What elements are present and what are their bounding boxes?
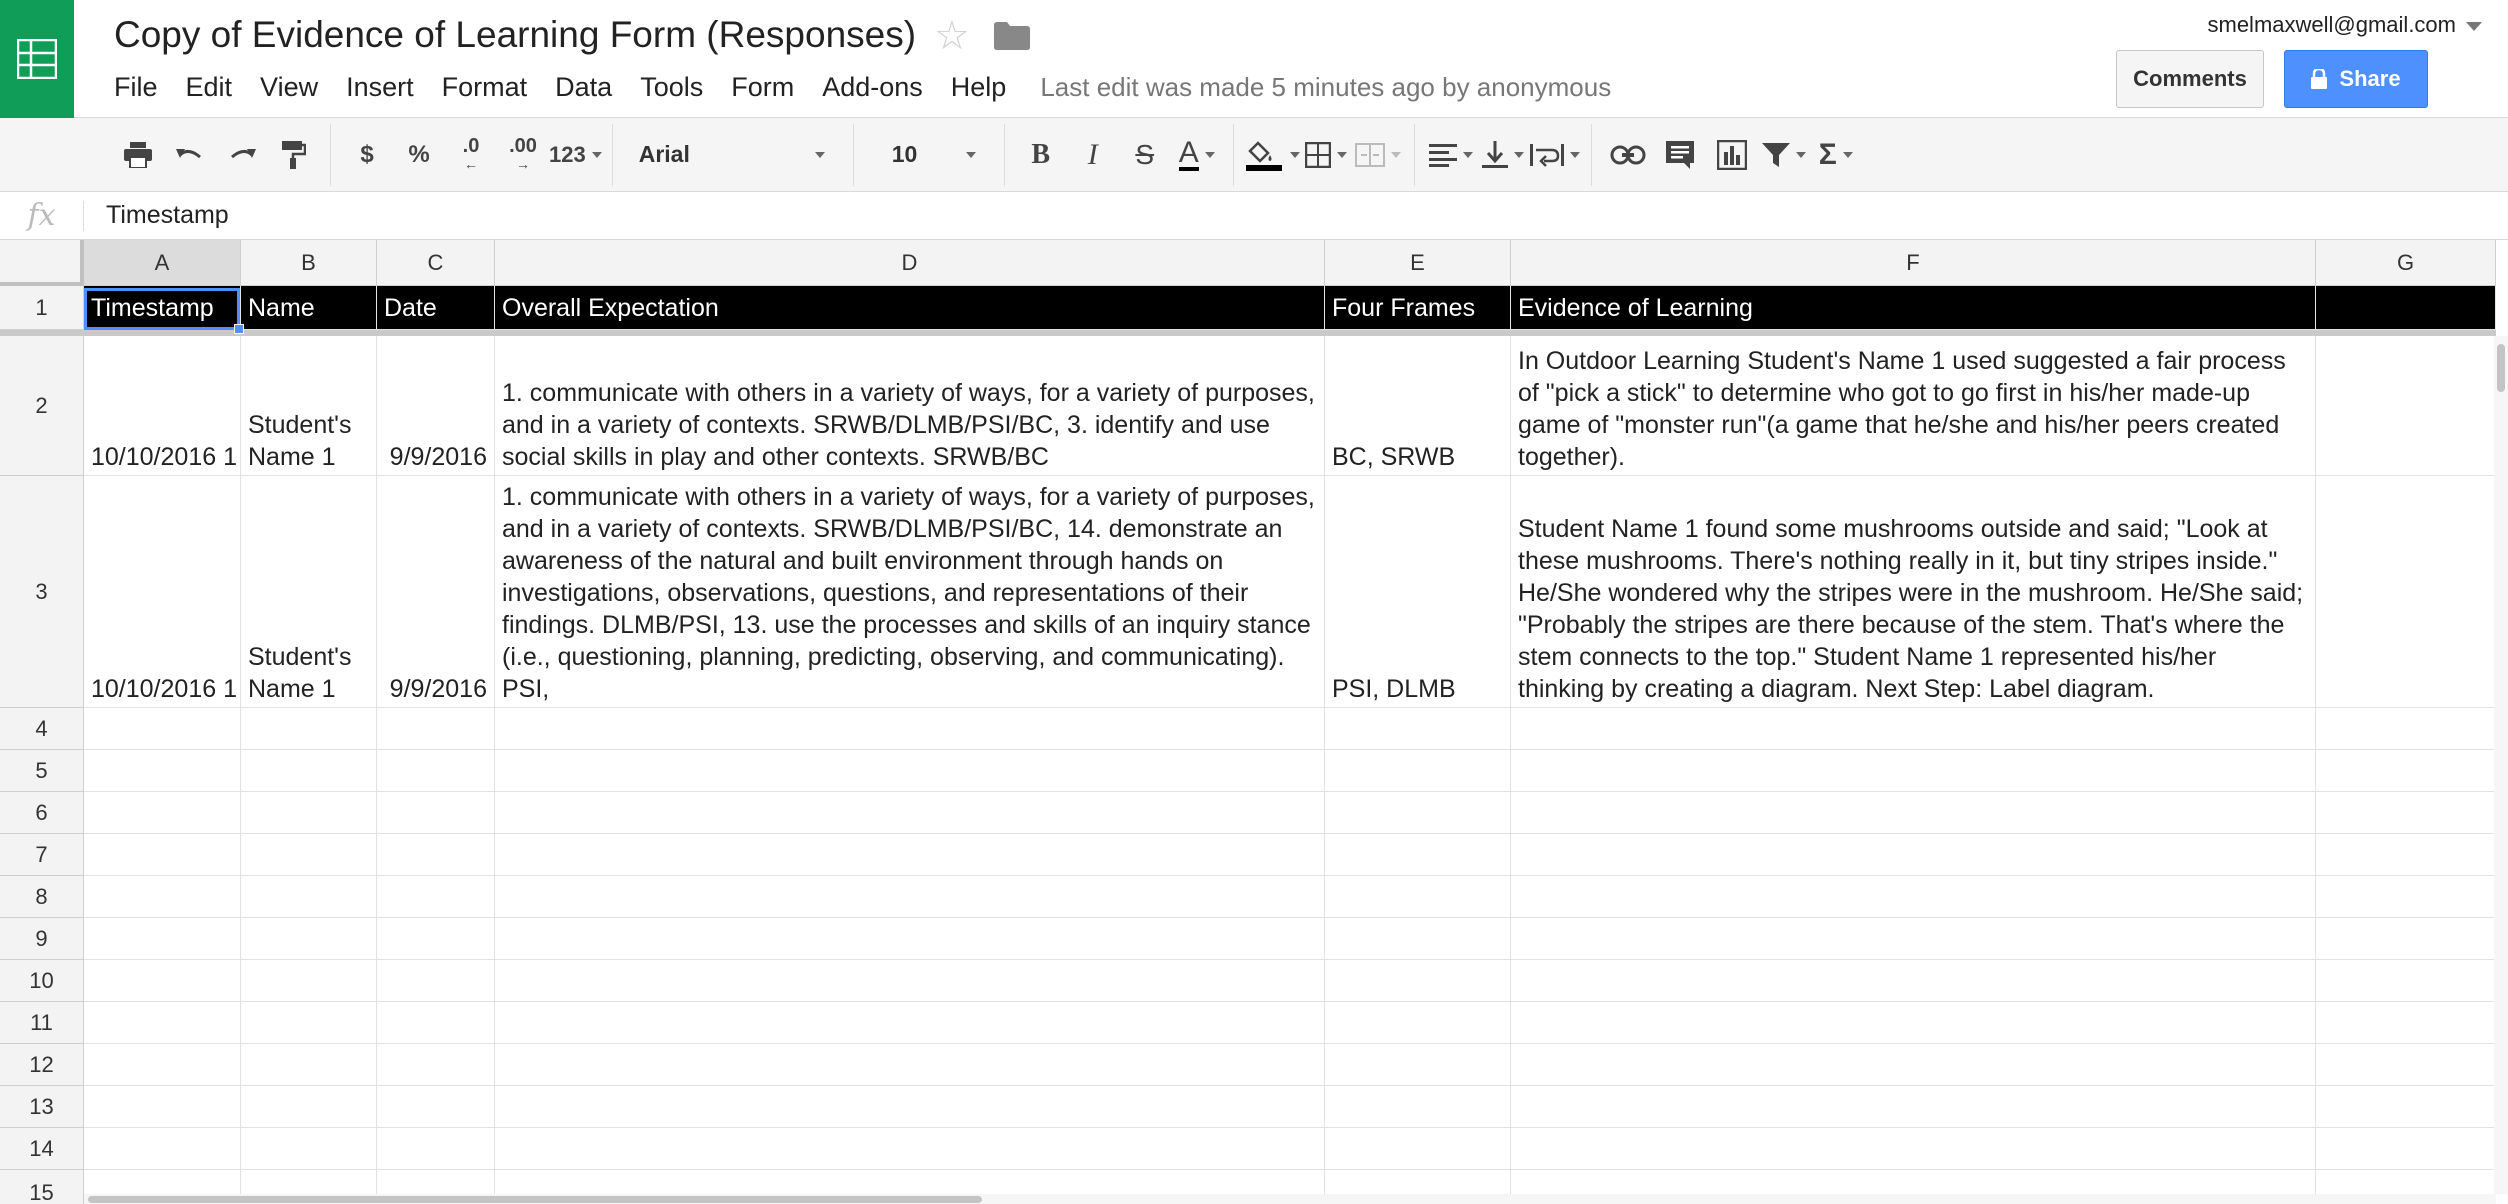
lock-icon — [2311, 69, 2327, 89]
cell-evidence[interactable]: Student Name 1 found some mushrooms outside and said; "Look at these mushrooms. There's nothing really in it, but tiny stripes inside." He/She wondered why the stripes were in the mushroom. He/She said; "Probably the stripes are there because of the stem. That's where the stem connects to the top." Student Name 1 represented his/her thinking by creating a diagram. Next Step: Label diagram. — [1511, 476, 2316, 708]
cell-empty[interactable] — [241, 1044, 377, 1086]
cell-empty[interactable] — [84, 1044, 241, 1086]
chevron-down-icon — [592, 152, 602, 158]
column-header-a[interactable]: A — [84, 240, 241, 286]
cell-empty[interactable] — [1325, 1128, 1511, 1170]
cell-empty[interactable] — [1325, 750, 1511, 792]
folder-icon[interactable] — [994, 22, 1030, 55]
row-header[interactable]: 3 — [0, 476, 84, 708]
cell-empty[interactable] — [1325, 876, 1511, 918]
cell-date[interactable]: 9/9/2016 — [377, 336, 495, 476]
toolbar-separator — [1004, 124, 1005, 186]
fill-color-icon[interactable] — [1244, 131, 1300, 179]
filter-icon[interactable] — [1758, 131, 1810, 179]
column-header-c[interactable]: C — [377, 240, 495, 286]
cell-empty[interactable] — [241, 1128, 377, 1170]
app-header — [0, 0, 2508, 118]
chevron-down-icon — [1391, 152, 1401, 158]
cell-empty[interactable] — [241, 708, 377, 750]
percent-format-button[interactable]: % — [408, 140, 430, 168]
cell-empty[interactable] — [241, 792, 377, 834]
cell-empty[interactable] — [84, 792, 241, 834]
cell-empty[interactable] — [2316, 876, 2496, 918]
row-header[interactable]: 15 — [0, 1170, 84, 1204]
cell-empty[interactable] — [241, 960, 377, 1002]
cell-empty[interactable] — [1511, 1086, 2316, 1128]
horizontal-align-icon[interactable] — [1425, 131, 1477, 179]
cell-empty[interactable] — [241, 918, 377, 960]
toolbar-separator — [1414, 124, 1415, 186]
cell-empty[interactable] — [495, 1086, 1325, 1128]
cell-empty[interactable] — [377, 1002, 495, 1044]
decrease-decimal-button[interactable] — [445, 131, 497, 179]
chevron-down-icon — [1463, 152, 1473, 158]
fx-icon: fx — [0, 201, 84, 231]
cell-empty[interactable] — [1511, 960, 2316, 1002]
chevron-down-icon — [1290, 152, 1300, 158]
horizontal-scrollbar-thumb[interactable] — [88, 1196, 982, 1203]
row-header[interactable]: 7 — [0, 834, 84, 876]
cell-empty[interactable] — [241, 834, 377, 876]
account-dropdown-icon[interactable] — [2466, 22, 2482, 31]
header-cell-name[interactable]: Name — [241, 286, 377, 330]
merge-cells-icon[interactable] — [1352, 131, 1404, 179]
cell-empty[interactable] — [495, 834, 1325, 876]
cell-empty[interactable] — [2316, 834, 2496, 876]
text-color-button[interactable] — [1171, 131, 1223, 179]
insert-chart-icon[interactable] — [1706, 131, 1758, 179]
cell-date[interactable]: 9/9/2016 — [377, 476, 495, 708]
cell-name[interactable]: Student's Name 1 — [241, 476, 377, 708]
font-family-value: Arial — [638, 141, 690, 167]
row-header[interactable]: 2 — [0, 336, 84, 476]
bold-button[interactable]: B — [1031, 138, 1051, 170]
column-header-f[interactable]: F — [1511, 240, 2316, 286]
cell-empty[interactable] — [495, 918, 1325, 960]
cell-empty[interactable] — [1325, 834, 1511, 876]
menu-edit[interactable]: Edit — [185, 71, 233, 102]
cell-empty[interactable] — [2316, 918, 2496, 960]
cell-empty[interactable] — [241, 1002, 377, 1044]
cell-empty[interactable] — [377, 1044, 495, 1086]
select-all-corner[interactable] — [0, 240, 84, 286]
cell-empty[interactable] — [1511, 876, 2316, 918]
chevron-down-icon — [1570, 152, 1580, 158]
paint-format-icon[interactable] — [268, 131, 320, 179]
cell-empty[interactable] — [1511, 1002, 2316, 1044]
increase-decimal-button[interactable] — [497, 131, 549, 179]
cell-empty[interactable] — [1325, 1002, 1511, 1044]
toolbar-separator — [1591, 124, 1592, 186]
cell-empty[interactable] — [495, 960, 1325, 1002]
cell-empty[interactable] — [377, 834, 495, 876]
italic-button[interactable]: I — [1087, 137, 1098, 171]
column-header-b[interactable]: B — [241, 240, 377, 286]
insert-comment-icon[interactable] — [1654, 131, 1706, 179]
row-header[interactable]: 1 — [0, 286, 84, 330]
cell-empty[interactable] — [84, 1086, 241, 1128]
redo-icon[interactable] — [216, 131, 268, 179]
insert-link-icon[interactable] — [1602, 131, 1654, 179]
toolbar-separator — [853, 124, 854, 186]
font-size-value: 10 — [891, 141, 918, 167]
chevron-down-icon — [1796, 152, 1806, 158]
cell-empty[interactable] — [377, 708, 495, 750]
cell-empty[interactable] — [495, 708, 1325, 750]
cell-empty[interactable] — [2316, 792, 2496, 834]
menu-bar — [100, 70, 1611, 104]
cell-empty[interactable] — [377, 876, 495, 918]
header-cell-date[interactable]: Date — [377, 286, 495, 330]
header-cell-timestamp[interactable]: Timestamp — [84, 286, 241, 330]
row-header[interactable]: 11 — [0, 1002, 84, 1044]
cell-empty[interactable] — [84, 918, 241, 960]
more-formats-label: 123 — [549, 141, 586, 167]
chevron-down-icon — [1337, 152, 1347, 158]
text-wrap-icon[interactable] — [1529, 131, 1581, 179]
cell-empty[interactable] — [2316, 1128, 2496, 1170]
cell-empty[interactable] — [377, 960, 495, 1002]
fill-handle[interactable] — [234, 324, 244, 334]
header-cell-four-frames[interactable]: Four Frames — [1325, 286, 1511, 330]
menu-file[interactable]: File — [114, 71, 158, 102]
last-edit-status[interactable]: Last edit was made 5 minutes ago by anonymous — [1040, 71, 1612, 102]
cell-empty[interactable] — [1325, 792, 1511, 834]
header-cell-g[interactable] — [2316, 286, 2496, 330]
cell-empty[interactable] — [2316, 336, 2496, 476]
cell-empty[interactable] — [2316, 476, 2496, 708]
cell-empty[interactable] — [241, 750, 377, 792]
vertical-scrollbar-thumb[interactable] — [2497, 344, 2505, 392]
menu-form[interactable]: Form — [731, 71, 795, 102]
menu-help[interactable]: Help — [950, 71, 1007, 102]
cell-empty[interactable] — [1325, 960, 1511, 1002]
spreadsheet-grid — [0, 240, 2508, 1204]
cell-empty[interactable] — [241, 876, 377, 918]
row-header[interactable]: 4 — [0, 708, 84, 750]
text-color-label: A — [1178, 135, 1199, 169]
row-header[interactable]: 14 — [0, 1128, 84, 1170]
row-header[interactable]: 12 — [0, 1044, 84, 1086]
cell-empty[interactable] — [377, 918, 495, 960]
column-header-d[interactable]: D — [495, 240, 1325, 286]
borders-icon[interactable] — [1300, 131, 1352, 179]
formula-bar — [0, 192, 2508, 240]
column-header-e[interactable]: E — [1325, 240, 1511, 286]
cell-empty[interactable] — [241, 1086, 377, 1128]
horizontal-scrollbar[interactable] — [84, 1194, 2496, 1204]
chevron-down-icon — [1205, 152, 1215, 158]
cell-empty[interactable] — [377, 1086, 495, 1128]
cell-empty[interactable] — [84, 750, 241, 792]
cell-empty[interactable] — [1511, 918, 2316, 960]
share-button[interactable] — [2284, 50, 2428, 108]
column-header-g[interactable]: G — [2316, 240, 2496, 286]
comments-button[interactable]: Comments — [2116, 50, 2264, 108]
functions-label: Σ — [1818, 137, 1837, 171]
chevron-down-icon — [966, 152, 976, 158]
arrow-right-icon: → — [516, 155, 530, 172]
arrow-left-icon: ← — [464, 155, 478, 172]
menu-tools[interactable]: Tools — [640, 71, 704, 102]
share-label: Share — [2339, 66, 2401, 91]
font-size-select[interactable] — [864, 131, 994, 179]
row-header[interactable]: 13 — [0, 1086, 84, 1128]
row-header[interactable]: 8 — [0, 876, 84, 918]
account-email[interactable]: smelmaxwell@gmail.com — [2207, 12, 2456, 37]
menu-insert[interactable]: Insert — [346, 71, 414, 102]
functions-button[interactable] — [1810, 131, 1862, 179]
cell-empty[interactable] — [1325, 708, 1511, 750]
menu-view[interactable]: View — [260, 71, 319, 102]
cell-empty[interactable] — [495, 1128, 1325, 1170]
cell-empty[interactable] — [84, 834, 241, 876]
currency-format-button[interactable]: $ — [360, 140, 374, 168]
cell-empty[interactable] — [1511, 792, 2316, 834]
cell-empty[interactable] — [84, 876, 241, 918]
cell-empty[interactable] — [2316, 1002, 2496, 1044]
chevron-down-icon — [1843, 152, 1853, 158]
cell-empty[interactable] — [1511, 750, 2316, 792]
chevron-down-icon — [1514, 152, 1524, 158]
cell-empty[interactable] — [1325, 1044, 1511, 1086]
cell-empty[interactable] — [1511, 834, 2316, 876]
cell-empty[interactable] — [1511, 708, 2316, 750]
print-icon[interactable] — [112, 131, 164, 179]
star-icon[interactable]: ☆ — [934, 14, 970, 58]
cell-empty[interactable] — [495, 1002, 1325, 1044]
increase-decimal-label: .00 — [509, 134, 537, 157]
cell-empty[interactable] — [1325, 918, 1511, 960]
cell-empty[interactable] — [495, 876, 1325, 918]
row-header[interactable]: 6 — [0, 792, 84, 834]
formula-input[interactable]: Timestamp — [106, 201, 229, 229]
vertical-scrollbar[interactable] — [2494, 336, 2508, 1194]
cell-empty[interactable] — [377, 1128, 495, 1170]
font-family-select[interactable] — [623, 131, 843, 179]
toolbar-separator — [330, 124, 331, 186]
cell-four-frames[interactable]: PSI, DLMB — [1325, 476, 1511, 708]
cell-empty[interactable] — [2316, 960, 2496, 1002]
cell-evidence[interactable]: In Outdoor Learning Student's Name 1 used suggested a fair process of "pick a stick" to determine who got to go first in his/her made-up game of "monster run"(a game that he/she and his/her peers created together). — [1511, 336, 2316, 476]
cell-empty[interactable] — [495, 792, 1325, 834]
cell-empty[interactable] — [1511, 1128, 2316, 1170]
strikethrough-button[interactable]: S — [1135, 138, 1155, 170]
cell-empty[interactable] — [495, 1044, 1325, 1086]
document-title[interactable]: Copy of Evidence of Learning Form (Responses) — [114, 14, 917, 55]
chevron-down-icon — [815, 152, 825, 158]
toolbar-separator — [1233, 124, 1234, 186]
cell-four-frames[interactable]: BC, SRWB — [1325, 336, 1511, 476]
cell-empty[interactable] — [84, 708, 241, 750]
toolbar — [0, 118, 2508, 192]
header-cell-overall-expectation[interactable]: Overall Expectation — [495, 286, 1325, 330]
cell-empty[interactable] — [2316, 1086, 2496, 1128]
menu-data[interactable]: Data — [555, 71, 613, 102]
row-header[interactable]: 10 — [0, 960, 84, 1002]
cell-empty[interactable] — [377, 792, 495, 834]
vertical-align-icon[interactable] — [1477, 131, 1529, 179]
cell-empty[interactable] — [2316, 1044, 2496, 1086]
row-header[interactable]: 5 — [0, 750, 84, 792]
header-cell-evidence[interactable]: Evidence of Learning — [1511, 286, 2316, 330]
cell-name[interactable]: Student's Name 1 — [241, 336, 377, 476]
sheets-logo-icon[interactable] — [0, 0, 74, 118]
cell-overall-expectation[interactable]: 1. communicate with others in a variety of ways, for a variety of purposes, and in a variety of contexts. SRWB/DLMB/PSI/BC, 3. identify and use social skills in play and other contexts. SRWB/BC — [495, 336, 1325, 476]
cell-empty[interactable] — [84, 1002, 241, 1044]
row-header[interactable]: 9 — [0, 918, 84, 960]
cell-empty[interactable] — [2316, 750, 2496, 792]
cell-empty[interactable] — [2316, 708, 2496, 750]
menu-format[interactable]: Format — [441, 71, 528, 102]
toolbar-separator — [612, 124, 613, 186]
cell-timestamp[interactable]: 10/10/2016 1 — [84, 336, 241, 476]
cell-overall-expectation[interactable]: 1. communicate with others in a variety of ways, for a variety of purposes, and in a variety of contexts. SRWB/DLMB/PSI/BC, 14. demonstrate an awareness of the natural and built environment through hands on investigations, observations, questions, and representations of their findings. DLMB/PSI, 13. use the processes and skills of an inquiry stance (i.e., questioning, planning, predicting, observing, and communicating). PSI, — [495, 476, 1325, 708]
cell-empty[interactable] — [377, 750, 495, 792]
cell-empty[interactable] — [84, 960, 241, 1002]
undo-icon[interactable] — [164, 131, 216, 179]
cell-empty[interactable] — [495, 750, 1325, 792]
more-formats-button[interactable] — [549, 131, 602, 179]
menu-add-ons[interactable]: Add-ons — [822, 71, 923, 102]
cell-empty[interactable] — [1511, 1044, 2316, 1086]
cell-timestamp[interactable]: 10/10/2016 1 — [84, 476, 241, 708]
cell-empty[interactable] — [84, 1128, 241, 1170]
decrease-decimal-label: .0 — [462, 134, 480, 157]
cell-empty[interactable] — [1325, 1086, 1511, 1128]
